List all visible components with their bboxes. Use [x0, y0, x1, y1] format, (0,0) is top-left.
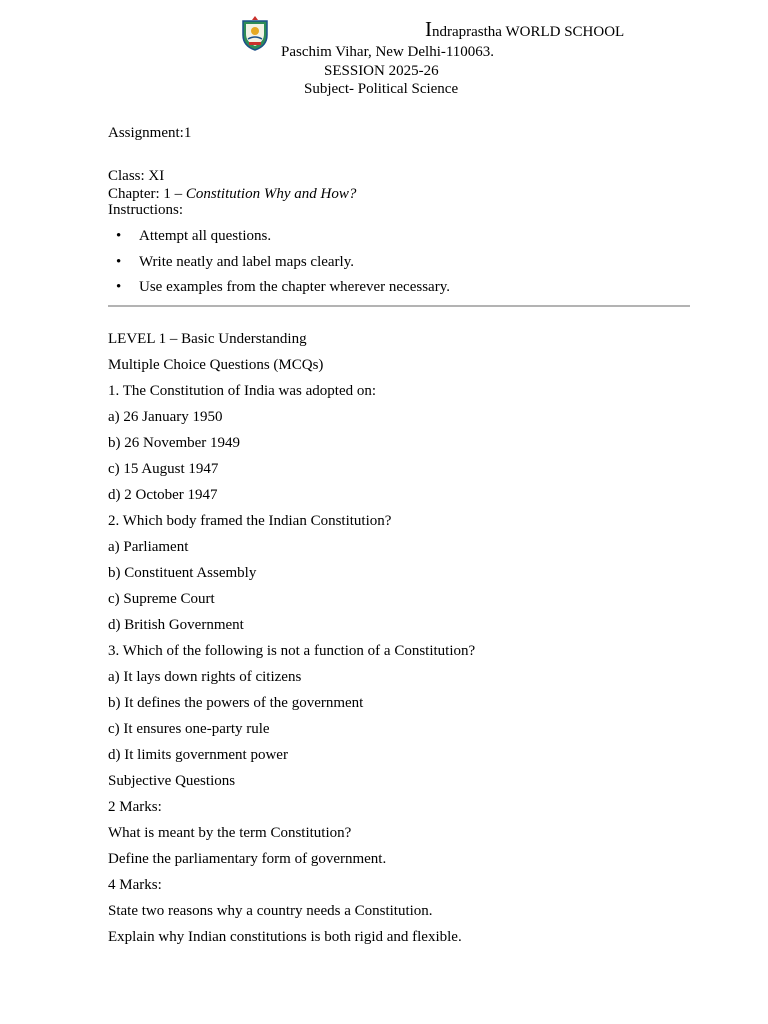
question-1-option-a: a) 26 January 1950 [108, 409, 223, 425]
question-1-option-c: c) 15 August 1947 [108, 461, 219, 477]
chapter-title: Constitution Why and How? [185, 186, 357, 202]
section-heading-mcq: Multiple Choice Questions (MCQs) [108, 357, 324, 373]
subject-label: Subject- Political Science [304, 81, 459, 97]
question-2-option-a: a) Parliament [108, 539, 189, 555]
chapter-prefix: Chapter: 1 – [108, 186, 186, 202]
instruction-item: • Attempt all questions. [108, 227, 450, 253]
marks-heading-2: 2 Marks: [108, 799, 162, 815]
question-3-option-c: c) It ensures one-party rule [108, 721, 270, 737]
question-2-option-c: c) Supreme Court [108, 591, 215, 607]
school-name [425, 17, 625, 41]
question-3-option-d: d) It limits government power [108, 747, 288, 763]
question-content [108, 330, 475, 954]
marks-heading-4: 4 Marks: [108, 877, 162, 893]
question-3: 3. Which of the following is not a function of a Constitution? [108, 643, 476, 659]
subjective-question: What is meant by the term Constitution? [108, 825, 352, 841]
section-heading-subjective: Subjective Questions [108, 773, 236, 789]
instruction-item: • Write neatly and label maps clearly. [108, 253, 450, 279]
instructions-list [108, 227, 450, 304]
assignment-number: Assignment:1 [108, 125, 192, 141]
instructions-label: Instructions: [108, 202, 183, 218]
question-1-option-b: b) 26 November 1949 [108, 435, 241, 451]
question-1: 1. The Constitution of India was adopted on: [108, 383, 377, 399]
instruction-item: • Use examples from the chapter wherever necessary. [108, 278, 450, 304]
level-heading: LEVEL 1 – Basic Understanding [108, 331, 307, 347]
subjective-question: Explain why Indian constitutions is both rigid and flexible. [108, 929, 462, 945]
subjective-question: Define the parliamentary form of government. [108, 851, 387, 867]
question-2-option-b: b) Constituent Assembly [108, 565, 257, 581]
question-1-option-d: d) 2 October 1947 [108, 487, 218, 503]
class-label: Class: XI [108, 168, 165, 184]
horizontal-divider [108, 305, 690, 307]
question-2-option-d: d) British Government [108, 617, 244, 633]
question-3-option-a: a) It lays down rights of citizens [108, 669, 302, 685]
school-name-rest: ndraprastha WORLD SCHOOL [432, 24, 625, 40]
question-2: 2. Which body framed the Indian Constitution? [108, 513, 392, 529]
session-label: SESSION 2025-26 [324, 63, 439, 79]
school-address: Paschim Vihar, New Delhi-110063. [281, 44, 495, 60]
school-logo [240, 15, 270, 51]
subjective-question: State two reasons why a country needs a Constitution. [108, 903, 433, 919]
question-3-option-b: b) It defines the powers of the government [108, 695, 364, 711]
school-name-initial: I [425, 17, 432, 41]
